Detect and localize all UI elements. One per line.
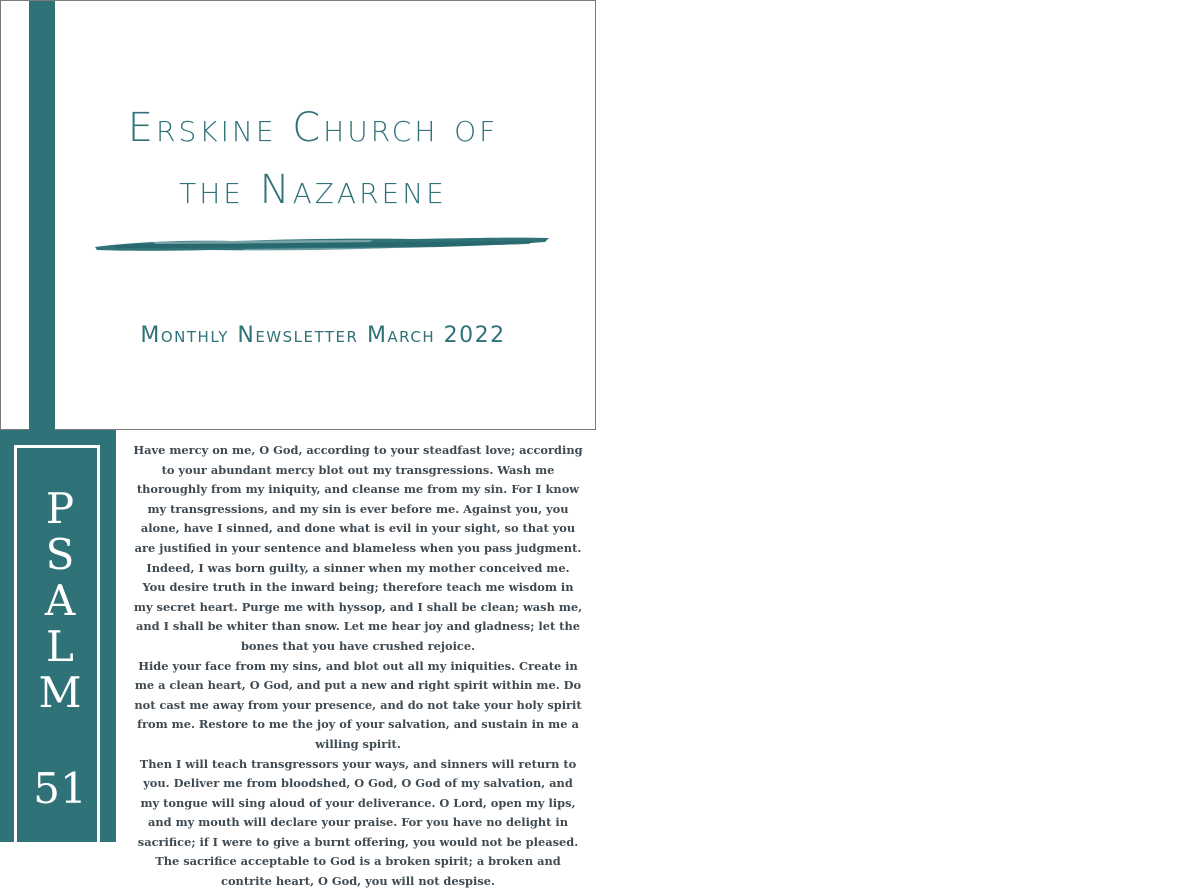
accent-stripe [29, 1, 55, 431]
psalm-panel-border [14, 445, 100, 842]
psalm-letter: A [44, 576, 76, 625]
title-line-2: the Nazarene [179, 167, 447, 213]
cover-frame [0, 0, 596, 430]
psalm-label [17, 486, 103, 716]
title-line-1: Erskine Church of [127, 105, 499, 151]
brush-stroke-divider [93, 233, 551, 257]
psalm-letter: M [38, 668, 82, 717]
psalm-letter: L [46, 622, 74, 671]
scripture-paragraph: Hide your face from my sins, and blot out all my iniquities. Create in me a clean heart, O God, and put a new and right spirit within me. Do not cast me away from your presence, and do not take your holy spirit from me. Restore to me the joy of your salvation, and sustain in me a willing spirit. [134, 658, 582, 751]
psalm-letter: P [45, 484, 75, 533]
psalm-number: 51 [33, 764, 87, 813]
newsletter-subtitle: Monthly Newsletter March 2022 [140, 323, 506, 348]
psalm-letter: S [45, 530, 75, 579]
scripture-paragraph: Have mercy on me, O God, according to your steadfast love; according to your abundant mercy blot out my transgressions. Wash me thoroughly from my iniquity, and cleanse me from my sin. For I know my transgressions, and my sin is ever before me. Against you, you alone, have I sinned, and done what is evil in your sight, so that you are justified in your sentence and blameless when you pass judgment. Indeed, I was born guilty, a sinner when my mother conceived me. You desire truth in the inward being; therefore teach me wisdom in my secret heart. Purge me with hyssop, and I shall be clean; wash me, and I shall be whiter than snow. Let me hear joy and gladness; let the bones that you have crushed rejoice. [133, 443, 583, 653]
psalm-side-panel [0, 430, 116, 842]
church-title [55, 97, 571, 221]
scripture-text [133, 441, 583, 892]
scripture-paragraph: Then I will teach transgressors your ways, and sinners will return to you. Deliver me from bloodshed, O God, O God of my salvation, and my tongue will sing aloud of your deliverance. O Lord, open my lips, and my mouth will declare your praise. For you have no delight in sacrifice; if I were to give a burnt offering, you would not be pleased. The sacrifice acceptable to God is a broken spirit; a broken and contrite heart, O God, you will not despise. [137, 756, 579, 889]
